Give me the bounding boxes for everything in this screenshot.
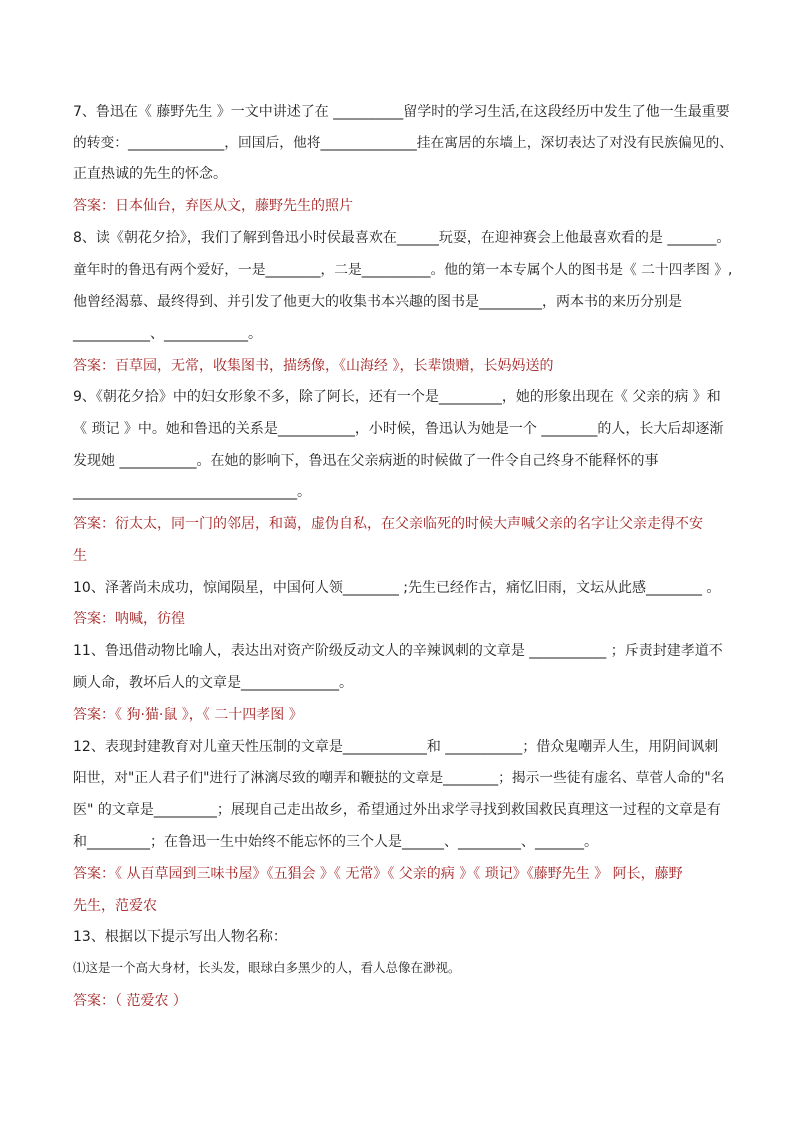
q11-line-2: 顾人命，教坏后人的文章是______________。 bbox=[73, 675, 353, 691]
q7-line-2: 的转变：______________，回国后，他将______________挂在寓居的东墙上，深切表达了对没有民族偏见的、 bbox=[73, 135, 734, 151]
q8-line-1: 8、读《朝花夕拾》，我们了解到鲁迅小时侯最喜欢在______玩耍，在迎神赛会上他最喜欢看的是 _______。 bbox=[73, 230, 731, 246]
q12-line-2: 阳世，对"正人君子们"进行了淋漓尽致的嘲弄和鞭挞的文章是________；揭示一些徒有虚名、草菅人命的"名 bbox=[73, 770, 725, 786]
q9-line-3: 发现她 ___________。在她的影响下，鲁迅在父亲病逝的时候做了一件令自己终身不能释怀的事 bbox=[73, 453, 659, 469]
q9-answer-1: 答案：衍太太，同一门的邻居，和蔼，虚伪自私，在父亲临死的时候大声喊父亲的名字让父亲走得不安 bbox=[73, 516, 703, 532]
q12-line-3: 医" 的文章是_________；展现自己走出故乡，希望通过外出求学寻找到救国救民真理这一过程的文章是有 bbox=[73, 802, 721, 818]
q9-line-2: 《 琐记 》中。她和鲁迅的关系是___________，小时候，鲁迅认为她是一个 ________的人，长大后却逐渐 bbox=[73, 421, 724, 437]
q7-line-1: 7、鲁迅在《 藤野先生 》一文中讲述了在 __________留学时的学习生活,在这段经历中发生了他一生最重要 bbox=[73, 104, 730, 120]
q9-answer-2: 生 bbox=[73, 548, 87, 564]
q13-answer: 答案：（ 范爱农 ） bbox=[73, 993, 187, 1009]
q8-line-2: 童年时的鲁迅有两个爱好，一是________，二是__________。他的第一本专属个人的图书是《 二十四孝图 》, bbox=[73, 262, 733, 278]
q11-line-1: 11、鲁迅借动物比喻人，表达出对资产阶级反动文人的辛辣讽刺的文章是 ___________ ；斥责封建孝道不 bbox=[73, 643, 723, 659]
q10-line-1: 10、泽著尚未成功，惊闻陨星，中国何人领________ ;先生已经作古，痛忆旧雨，文坛从此感________ 。 bbox=[73, 580, 721, 596]
q11-answer: 答案：《 狗·猫·鼠 》，《 二十四孝图 》 bbox=[73, 707, 303, 723]
q8-line-3: 他曾经渴慕、最终得到、并引发了他更大的收集书本兴趣的图书是_________，两本书的来历分别是 bbox=[73, 294, 682, 310]
q12-answer-2: 先生，范爱农 bbox=[73, 898, 157, 914]
q13-sub-1: ⑴这是一个高大身材，长头发，眼球白多黑少的人，看人总像在渺视。 bbox=[73, 960, 461, 975]
q9-line-1: 9、《朝花夕拾》中的妇女形象不多，除了阿长，还有一个是_________，她的形象出现在《 父亲的病 》和 bbox=[73, 389, 721, 405]
q10-answer: 答案：呐喊，彷徨 bbox=[73, 611, 185, 627]
q12-answer-1: 答案：《 从百草园到三味书屋》《五猖会 》《 无常》《 父亲的病 》《 琐记》《藤野先生 》 阿长，藤野 bbox=[73, 866, 683, 882]
q8-line-4: ___________、____________。 bbox=[73, 326, 262, 342]
q8-answer: 答案：百草园，无常，收集图书，描绣像，《山海经 》，长辈馈赠，长妈妈送的 bbox=[73, 358, 554, 374]
q12-line-1: 12、表现封建教育对儿童天性压制的文章是____________和 ___________；借众鬼嘲弄人生，用阴间讽刺 bbox=[73, 739, 719, 755]
q13-line-1: 13、根据以下提示写出人物名称： bbox=[73, 929, 287, 945]
q7-line-3: 正直热诚的先生的怀念。 bbox=[73, 166, 227, 182]
q9-line-4: ________________________________。 bbox=[73, 484, 311, 500]
q7-answer: 答案：日本仙台，弃医从文，藤野先生的照片 bbox=[73, 198, 353, 214]
q12-line-4: 和_________；在鲁迅一生中始终不能忘怀的三个人是______、_________、_______。 bbox=[73, 834, 598, 850]
